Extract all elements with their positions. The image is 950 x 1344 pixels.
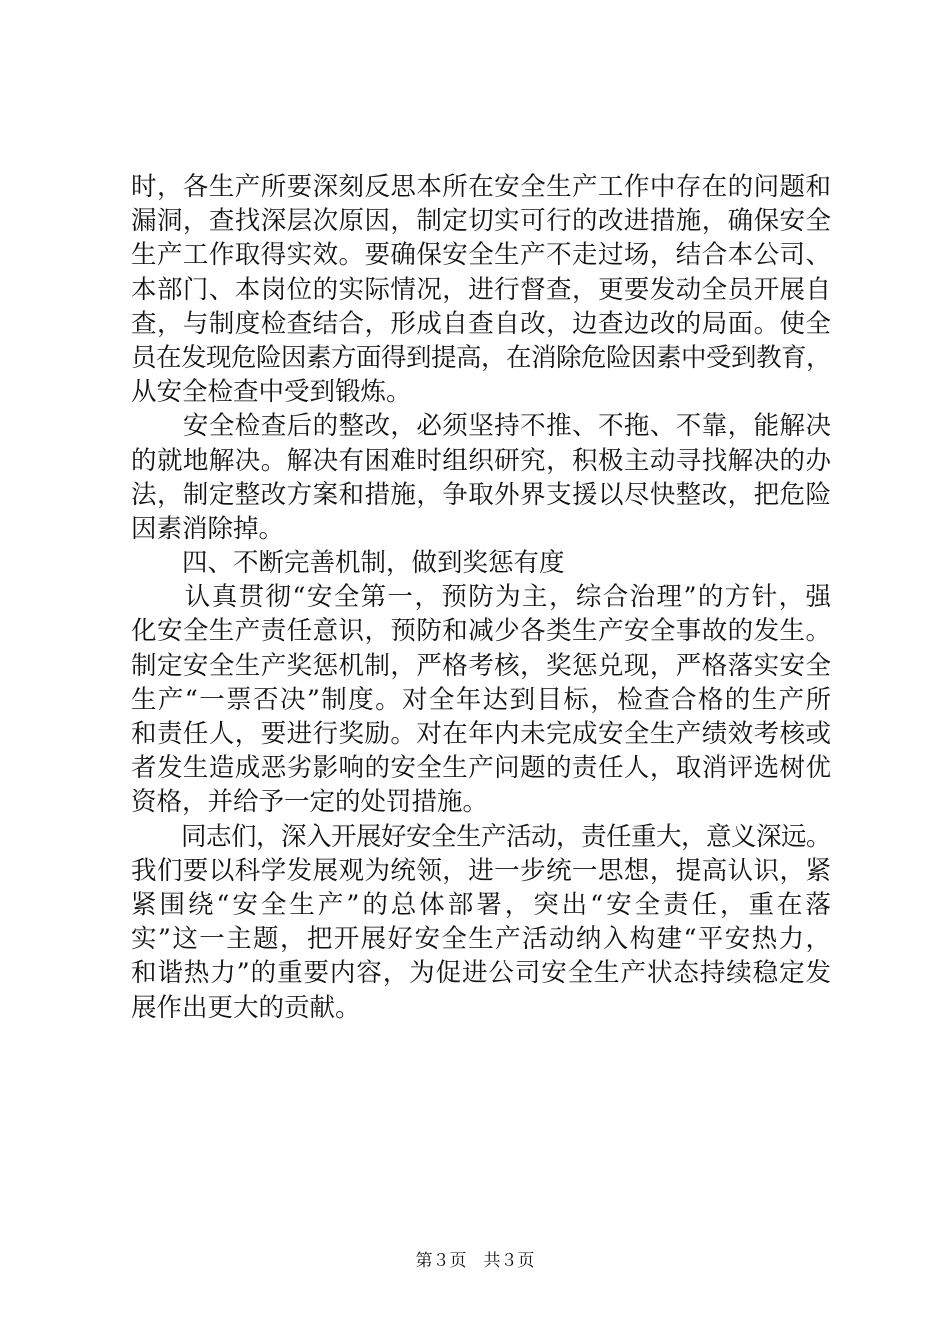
text-line: 生产工作取得实效。要确保安全生产不走过场，结合本公司、	[131, 240, 831, 271]
text-line: 从安全检查中受到锻炼。	[131, 377, 412, 408]
paragraph	[131, 170, 831, 409]
text-line: 因素消除掉。	[131, 513, 285, 544]
text-line: 员在发现危险因素方面得到提高，在消除危险因素中受到教育，	[131, 342, 832, 373]
text-line: 时，各生产所要深刻反思本所在安全生产工作中存在的问题和	[131, 172, 831, 202]
page-number-footer: 第３页 共３页	[415, 1251, 535, 1271]
text-line: 法，制定整改方案和措施，争取外界支援以尽快整改，把危险	[131, 479, 831, 510]
text-line: 资格，并给予一定的处罚措施。	[131, 787, 489, 818]
text-line: 化安全生产责任意识，预防和减少各类生产安全事故的发生。	[131, 616, 831, 647]
text-line: 安全检查后的整改，必须坚持不推、不拖、不靠，能解决	[131, 411, 831, 442]
text-line: 查，与制度检查结合，形成自查自改，边查边改的局面。使全	[131, 308, 831, 339]
text-line: 者发生造成恶劣影响的安全生产问题的责任人，取消评选树优	[131, 753, 831, 784]
text-line: 和谐热力”的重要内容，为促进公司安全生产状态持续稳定发	[131, 958, 831, 989]
heading-line: 四、不断完善机制，做到奖惩有度	[131, 548, 565, 579]
text-line: 的就地解决。解决有困难时组织研究，积极主动寻找解决的办	[131, 445, 831, 476]
text-line: 展作出更大的贡献。	[131, 992, 361, 1023]
text-line: 认真贯彻“安全第一，预防为主，综合治理”的方针，强	[131, 582, 831, 613]
text-line: 同志们，深入开展好安全生产活动，责任重大，意义深远。	[131, 821, 832, 852]
paragraph	[131, 820, 831, 1025]
text-line: 制定安全生产奖惩机制，严格考核，奖惩兑现，严格落实安全	[131, 650, 831, 681]
text-line: 漏洞，查找深层次原因，制定切实可行的改进措施，确保安全	[131, 206, 831, 237]
document-body	[131, 170, 831, 1025]
text-line: 实”这一主题，把开展好安全生产活动纳入构建“平安热力，	[131, 924, 831, 955]
paragraph	[131, 580, 831, 819]
text-line: 紧围绕“安全生产”的总体部署，突出“安全责任，重在落	[131, 889, 831, 920]
section-heading	[131, 546, 831, 580]
paragraph	[131, 409, 831, 546]
text-line: 本部门、本岗位的实际情况，进行督查，更要发动全员开展自	[131, 274, 831, 305]
text-line: 生产“一票否决”制度。对全年达到目标，检查合格的生产所	[131, 684, 831, 715]
text-line: 我们要以科学发展观为统领，进一步统一思想，提高认识，紧	[131, 855, 831, 886]
text-line: 和责任人，要进行奖励。对在年内未完成安全生产绩效考核或	[131, 719, 831, 749]
